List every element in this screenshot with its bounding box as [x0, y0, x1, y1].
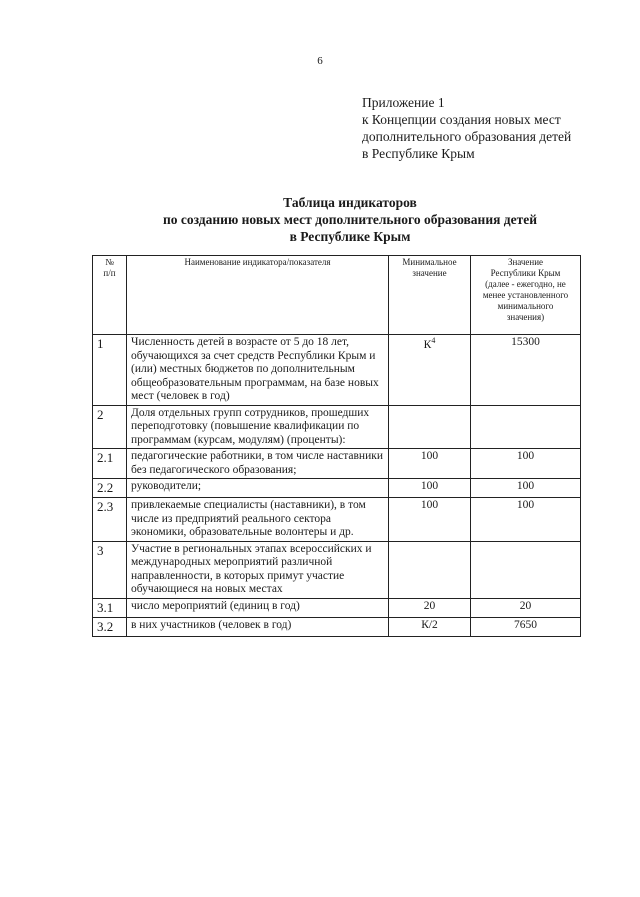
- appendix-line: в Республике Крым: [362, 146, 475, 161]
- appendix-line: к Концепции создания новых мест: [362, 112, 561, 127]
- row-min-value: [389, 405, 471, 449]
- row-number: 3.1: [93, 598, 127, 617]
- row-number: 2.2: [93, 479, 127, 498]
- row-number: 2.3: [93, 498, 127, 542]
- row-indicator-name: привлекаемые специалисты (наставники), в том числе из предприятий реального сектора экономики, образовательные волонтеры и др.: [127, 498, 389, 542]
- row-crimea-value: 100: [471, 498, 581, 542]
- row-number: 2.1: [93, 449, 127, 479]
- row-min-value: 20: [389, 598, 471, 617]
- row-crimea-value: 100: [471, 479, 581, 498]
- row-crimea-value: 7650: [471, 617, 581, 636]
- table-row: [93, 541, 581, 598]
- min-value-superscript: 4: [431, 336, 436, 345]
- header-min-line: значение: [412, 268, 447, 278]
- row-indicator-name: педагогические работники, в том числе наставники без педагогического образования;: [127, 449, 389, 479]
- table-header-row: [93, 256, 581, 335]
- row-indicator-name: Численность детей в возрасте от 5 до 18 лет, обучающихся за счет средств Республики Крым и (или) местных бюджетов по дополнительным общеобразовательным программам, на базе новых мест (человек в год): [127, 335, 389, 406]
- row-min-value: 100: [389, 479, 471, 498]
- row-crimea-value: 100: [471, 449, 581, 479]
- row-number: 1: [93, 335, 127, 406]
- header-crimea-value: [471, 256, 581, 335]
- header-val-line: Значение: [507, 257, 544, 267]
- table-row: [93, 335, 581, 406]
- row-indicator-name: Доля отдельных групп сотрудников, прошедших переподготовку (повышение квалификации по программам (курсам, модулям) (проценты):: [127, 405, 389, 449]
- row-number: 3.2: [93, 617, 127, 636]
- appendix-line: дополнительного образования детей: [362, 129, 572, 144]
- row-indicator-name: в них участников (человек в год): [127, 617, 389, 636]
- appendix-line: Приложение 1: [362, 95, 445, 110]
- row-indicator-name: число мероприятий (единиц в год): [127, 598, 389, 617]
- table-row: [93, 405, 581, 449]
- row-crimea-value: [471, 541, 581, 598]
- row-crimea-value: 15300: [471, 335, 581, 406]
- table-row: [93, 479, 581, 498]
- header-val-line: значения): [506, 312, 545, 322]
- row-number: 2: [93, 405, 127, 449]
- header-val-line: менее установленного: [482, 290, 569, 300]
- row-crimea-value: [471, 405, 581, 449]
- header-number-line: №: [105, 257, 114, 267]
- title-line: Таблица индикаторов: [283, 195, 417, 210]
- row-indicator-name: руководители;: [127, 479, 389, 498]
- min-value-text: К: [423, 338, 432, 351]
- row-crimea-value: 20: [471, 598, 581, 617]
- table-row: [93, 598, 581, 617]
- row-number: 3: [93, 541, 127, 598]
- row-min-value: 100: [389, 498, 471, 542]
- header-min-value: [389, 256, 471, 335]
- indicators-table: [92, 255, 581, 637]
- title-line: по созданию новых мест дополнительного образования детей: [162, 212, 537, 227]
- table-row: [93, 617, 581, 636]
- row-min-value: К/2: [389, 617, 471, 636]
- appendix-heading: [362, 94, 571, 162]
- header-val-line: (далее - ежегодно, не: [485, 279, 566, 289]
- row-indicator-name: Участие в региональных этапах всероссийских и международных мероприятий различной направленности, в которых примут участие обучающиеся на новых местах: [127, 541, 389, 598]
- row-min-value: [389, 335, 471, 406]
- document-title: [0, 194, 640, 245]
- table-row: [93, 498, 581, 542]
- header-number: [93, 256, 127, 335]
- table-row: [93, 449, 581, 479]
- row-min-value: [389, 541, 471, 598]
- page-number: 6: [317, 55, 323, 67]
- header-min-line: Минимальное: [402, 257, 457, 267]
- title-line: в Республике Крым: [289, 229, 411, 244]
- header-val-line: минимального: [497, 301, 554, 311]
- row-min-value: 100: [389, 449, 471, 479]
- header-val-line: Республики Крым: [490, 268, 561, 278]
- header-indicator-name: Наименование индикатора/показателя: [127, 256, 389, 335]
- header-number-line: п/п: [103, 268, 116, 278]
